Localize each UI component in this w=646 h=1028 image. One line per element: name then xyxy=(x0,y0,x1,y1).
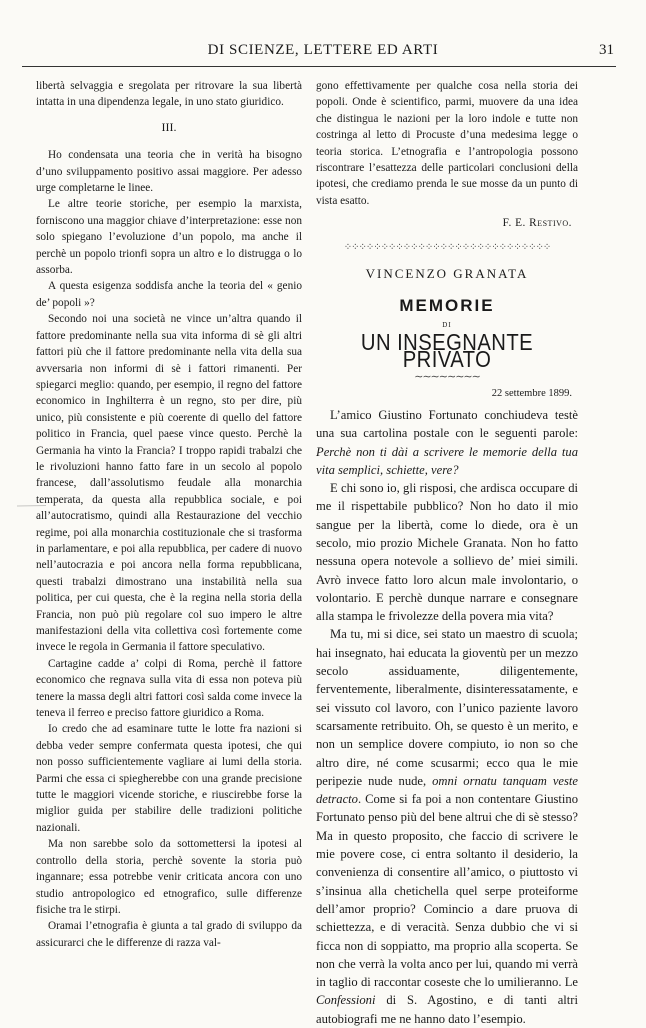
article-title-line2: UN INSEGNANTE PRIVATO xyxy=(360,329,534,372)
article-title-connector: DI xyxy=(442,320,452,329)
ornamental-divider: ⁘⁘⁘⁘⁘⁘⁘⁘⁘⁘⁘⁘⁘⁘⁘⁘⁘⁘⁘⁘⁘⁘⁘⁘⁘⁘⁘⁘ xyxy=(343,241,551,253)
title-ornament: ∼∼∼∼∼∼∼∼ xyxy=(414,371,480,384)
latin-quote: omni ornatu tanquam veste detracto xyxy=(316,773,579,807)
left-column xyxy=(36,78,302,951)
paragraph: Secondo noi una società ne vince un’altra quando il fattore predominante nella sua vita informa di sè gli altri fattori più che il fattore predominante nella vita della sua avversaria non informi di sè i fattori rimanenti. Per spiegarci meglio: quando, per esempio, il regno del fattore economico in Inghilterra è un regno, sto per dire, più unico, più consistente e più coerente di quello del fattore politico in Francia, quel paese vince questo. Perchè la Germania ha vinto la Francia? I troppo rapidi trabalzi che le rivoluzioni hanno fatto fare in un secolo al popolo francese, dall’assolutismo feudale alla monarchia temperata, da questa alla repubblica sociale, e poi all’autocratismo, quindi alla Restaurazione del vecchio regime, poi alla monarchia costituzionale che si trasforma in parlamentare, e poi alla repubblica, per cadere di nuovo nell’autocrazia e poi ancora nella forma repubblicana, questi trabalzi dimostrano una instabilità nella sua politica, per cui questa, che è la regina nella storia della Francia, non può più regolare col suo impero le altre manifestazioni della vita collettiva così fortemente come invece le regola in Germania il fattore speculativo. xyxy=(36,313,302,654)
right-column xyxy=(316,78,578,1028)
paragraph: A questa esigenza soddisfa anche la teoria del « genio de’ popoli »? xyxy=(36,280,302,309)
book-title: Confessioni xyxy=(316,993,376,1008)
paragraph: libertà selvaggia e sregolata per ritrovare la sua libertà intatta in una dipendenza legale, in uno stato giuridico. xyxy=(36,80,302,109)
article-signature: F. E. Restivo. xyxy=(502,217,572,230)
paragraph: L’amico Giustino Fortunato conchiudeva testè una sua cartolina postale con le seguenti parole: Perchè non ti dài a scrivere le memorie della tua vita semplici, schiette, vere? xyxy=(316,407,578,477)
paragraph: Cartagine cadde a’ colpi di Roma, perchè il fattore economico che regnava sulla vita di essa non poteva più tenere la massa degli altri fattori così salda come invece la teneva il ferreo e preciso fattore giuridico a Roma. xyxy=(36,657,302,720)
page-number: 31 xyxy=(599,42,614,58)
running-header xyxy=(20,42,626,62)
running-header-title: DI SCIENZE, LETTERE ED ARTI xyxy=(207,42,439,58)
paragraph: gono effettivamente per qualche cosa nella storia dei popoli. Onde è scientifico, parmi, muovere da una idea che distingua le nazioni per la loro indole e tutte non costringa al letto di Procuste d’una medesima legge o teoria storica. L’etnografia e l’antropologia possono riscontrare l’esattezza delle particolari conclusioni della ipotesi, che crediamo prenda le sue mosse da un punto di vista esatto. xyxy=(316,80,578,207)
header-rule xyxy=(22,66,616,67)
paragraph: Io credo che ad esaminare tutte le lotte fra nazioni si debba veder sempre confermata questa ipotesi, che qui non posso sufficientemente vagliare ai lumi della storia. Parmi che essa ci spiegherebbe con una grande precisione tutte le maggiori vicende storiche, e riuscirebbe forse la miglior guida per stabilire delle tradizioni politiche nazionali. xyxy=(36,723,302,834)
quoted-words: Perchè non ti dài a scrivere le memorie della tua vita semplici, schiette, vere? xyxy=(316,444,578,477)
article-author: VINCENZO GRANATA xyxy=(365,266,529,282)
paragraph: Ma tu, mi si dice, sei stato un maestro di scuola; hai insegnato, hai educata la gioventù per un mezzo secolo assiduamente, diligentemente, ferventemente, liberalmente, disinteressatamente, e sei vissuto col lavoro, con l’unico paziente lavoro scarsamente retribuito. Oh, se questo è un merito, e non un semplice dovere compiuto, io non so che altro dire, né come scusarmi; ecco qua le mie peripezie nude nude, omni ornatu tanquam veste detracto. Come si fa poi a non contentare Giustino Fortunato penso più del bene altrui che di sè stesso? Ma in questo proposito, che faccio di scrivere le mie povere cose, ci entra soltanto il desiderio, la convenienza di consentire all’amico, o piuttosto vi s’insinua alla chetichella quel serpe proteiforme dell’amor proprio? Comincio a dare pruova di schiettezza, e di veracità. Senza dubbio che vi si ficca non di soppiatto, ma proprio alla scoperta. Se non che verrà la volta anco per lui, quando mi verrà in taglio di raccontar coseste che lo umilieranno. Le Confessioni di S. Agostino, e di tanti altri autobiografi me ne hanno dato l’esempio. xyxy=(316,627,579,1026)
dateline: 22 settembre 1899. xyxy=(491,387,572,399)
paragraph: Oramai l’etnografia è giunta a tal grado di sviluppo da assicurarci che le differenze di razza val- xyxy=(36,920,302,949)
paragraph: E chi sono io, gli risposi, che ardisca occupare di me il rispettabile pubblico? Non ho dato il mio sangue per la libertà, come lo diede, ora è un secolo, mio prozio Michele Granata. Non ho fatto nessuna opera notevole a sollievo de’ miei simili. Avrò invece fatto loro alcun male involontario, o volontario. E perchè dunque narrare e consegnare alla stampa le frivolezze della povera mia vita? xyxy=(316,481,578,624)
paragraph: Ma non sarebbe solo da sottomettersi la ipotesi al controllo della storia, perchè sovente la storia può ingannare; essa potrebbe venir criticata ancora con uno studio antropologico ed etnografico, sulle differenze fisiche tra le stirpi. xyxy=(36,838,302,916)
paragraph: Ho condensata una teoria che in verità ha bisogno d’uno sviluppamento positivo assai maggiore. Per adesso urge completarne le linee. xyxy=(36,149,302,195)
section-number: III. xyxy=(161,119,177,134)
article-title-line1: MEMORIE xyxy=(399,296,495,316)
memoir-body xyxy=(316,406,578,1028)
paragraph: Le altre teorie storiche, per esempio la marxista, forniscono una maggior chiave d’interpretazione: esse non solo spiegano l’evoluzione d’un popolo, ma anche il perchè un popolo trionfi sopra un altro e lo distrugga o lo assorba. xyxy=(36,198,302,277)
